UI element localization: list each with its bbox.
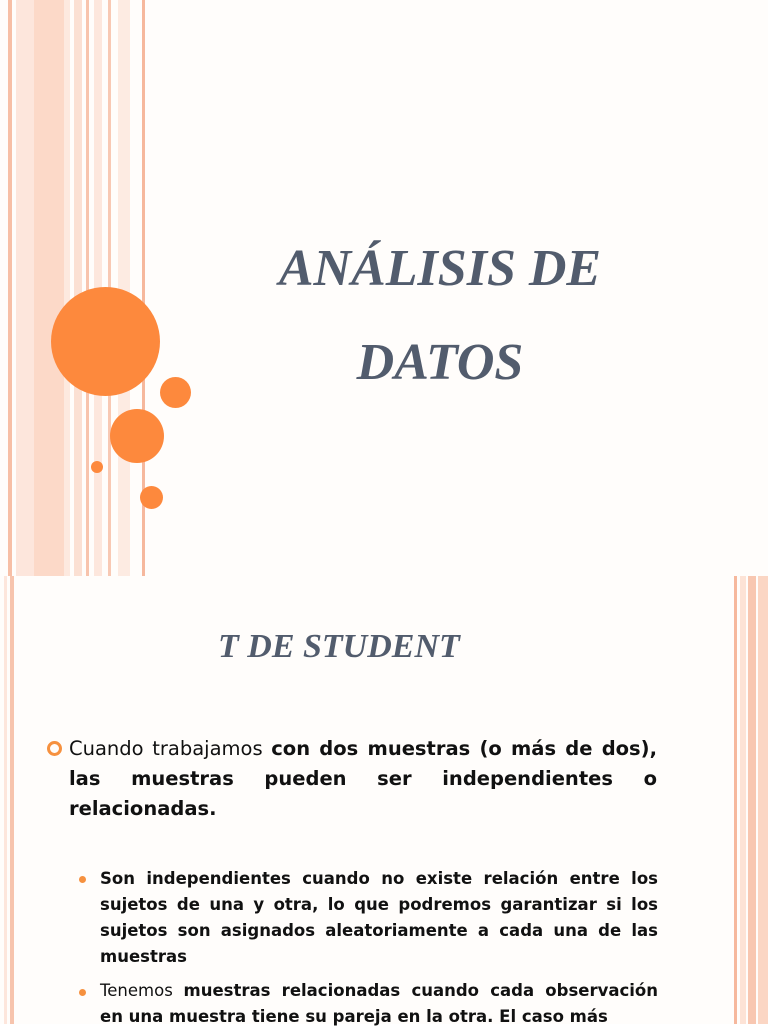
main-paragraph — [69, 734, 657, 824]
slide-title: T DE STUDENT — [218, 628, 460, 665]
bullet-ring-icon — [47, 741, 62, 756]
list-item: Son independientes cuando no existe relación entre los sujetos de una y otra, lo que podremos garantizar si los sujetos son asignados aleatoriamente a cada una de las muestras — [100, 869, 658, 966]
decorative-circle-tiny — [91, 461, 103, 473]
bullet-dot-icon — [79, 876, 86, 883]
decorative-stripes-right — [728, 576, 768, 1024]
bullet-dot-icon — [79, 989, 86, 996]
list-item — [100, 978, 658, 1030]
main-paragraph-lead: Cuando trabajamos — [69, 737, 272, 760]
decorative-circle-medium — [110, 409, 164, 463]
decorative-stripes-left — [0, 576, 20, 1024]
slide-title: ANÁLISIS DE DATOS — [278, 240, 602, 391]
decorative-circle-small-2 — [140, 486, 163, 509]
decorative-stripes-left — [0, 0, 150, 576]
main-paragraph-emphasis: con dos muestras (o más de dos), las muestras pueden ser independientes o relacionadas. — [69, 737, 657, 820]
decorative-circle-small — [160, 377, 191, 408]
list-item-emphasis: muestras relacionadas cuando cada observación en una muestra tiene su pareja en la otra. El caso más — [100, 981, 658, 1026]
list-item-lead: Tenemos — [100, 981, 184, 1000]
decorative-circle-large — [51, 287, 160, 396]
